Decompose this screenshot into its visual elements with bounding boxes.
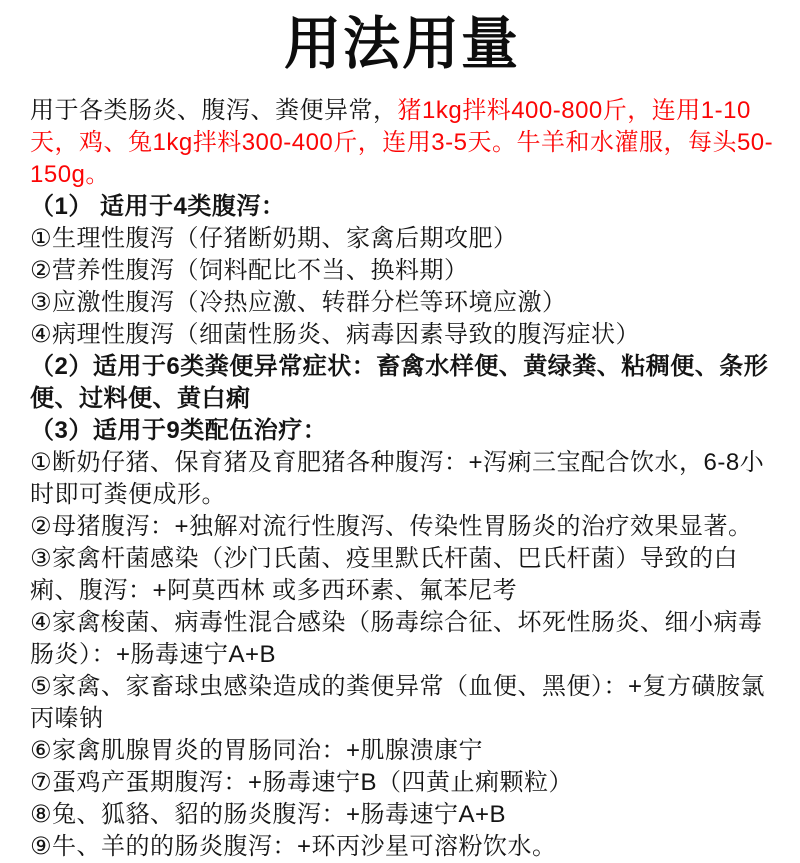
page-title: 用法用量 bbox=[284, 12, 520, 76]
section-1-heading: （1） 适用于4类腹泻： bbox=[30, 192, 286, 220]
list-item-therapy-7: ⑦蛋鸡产蛋期腹泻：+肠毒速宁B（四黄止痢颗粒） bbox=[30, 768, 574, 796]
dosage-intro bbox=[30, 95, 774, 191]
usage-dosage-page bbox=[0, 6, 800, 863]
list-item-therapy-1: ①断奶仔猪、保育猪及育肥猪各种腹泻：+泻痢三宝配合饮水，6-8小时即可粪便成形。 bbox=[30, 448, 765, 508]
list-item-diarrhea-2: ②营养性腹泻（饲料配比不当、换料期） bbox=[30, 256, 469, 284]
list-item-therapy-2: ②母猪腹泻：+独解对流行性腹泻、传染性胃肠炎的治疗效果显著。 bbox=[30, 512, 753, 540]
intro-dosage-highlight: 猪1kg拌料400-800斤，连用1-10天，鸡、兔1kg拌料300-400斤，连用3-5天。牛羊和水灌服，每头50-150g。 bbox=[30, 96, 774, 188]
intro-indication-text: 用于各类肠炎、腹泻、粪便异常， bbox=[30, 96, 398, 124]
list-item-therapy-9: ⑨牛、羊的的肠炎腹泻：+环丙沙星可溶粉饮水。 bbox=[30, 832, 557, 860]
section-3-heading: （3）适用于9类配伍治疗： bbox=[30, 416, 328, 444]
list-item-therapy-3: ③家禽杆菌感染（沙门氏菌、疫里默氏杆菌、巴氏杆菌）导致的白痢、腹泻：+阿莫西林 或多西环素、氟苯尼考 bbox=[30, 544, 739, 604]
list-item-diarrhea-1: ①生理性腹泻（仔猪断奶期、家禽后期攻肥） bbox=[30, 224, 518, 252]
list-item-therapy-8: ⑧兔、狐貉、貂的肠炎腹泻：+肠毒速宁A+B bbox=[30, 800, 507, 828]
list-item-therapy-5: ⑤家禽、家畜球虫感染造成的粪便异常（血便、黑便）：+复方磺胺氯丙嗪钠 bbox=[30, 672, 766, 732]
list-item-therapy-6: ⑥家禽肌腺胃炎的胃肠同治：+肌腺溃康宁 bbox=[30, 736, 484, 764]
list-item-diarrhea-3: ③应激性腹泻（冷热应激、转群分栏等环境应激） bbox=[30, 288, 567, 316]
list-item-diarrhea-4: ④病理性腹泻（细菌性肠炎、病毒因素导致的腹泻症状） bbox=[30, 320, 641, 348]
list-item-therapy-4: ④家禽梭菌、病毒性混合感染（肠毒综合征、坏死性肠炎、细小病毒肠炎）：+肠毒速宁A+B bbox=[30, 608, 763, 668]
section-2-heading: （2）适用于6类粪便异常症状：畜禽水样便、黄绿粪、粘稠便、条形便、过料便、黄白痢 bbox=[30, 352, 769, 412]
